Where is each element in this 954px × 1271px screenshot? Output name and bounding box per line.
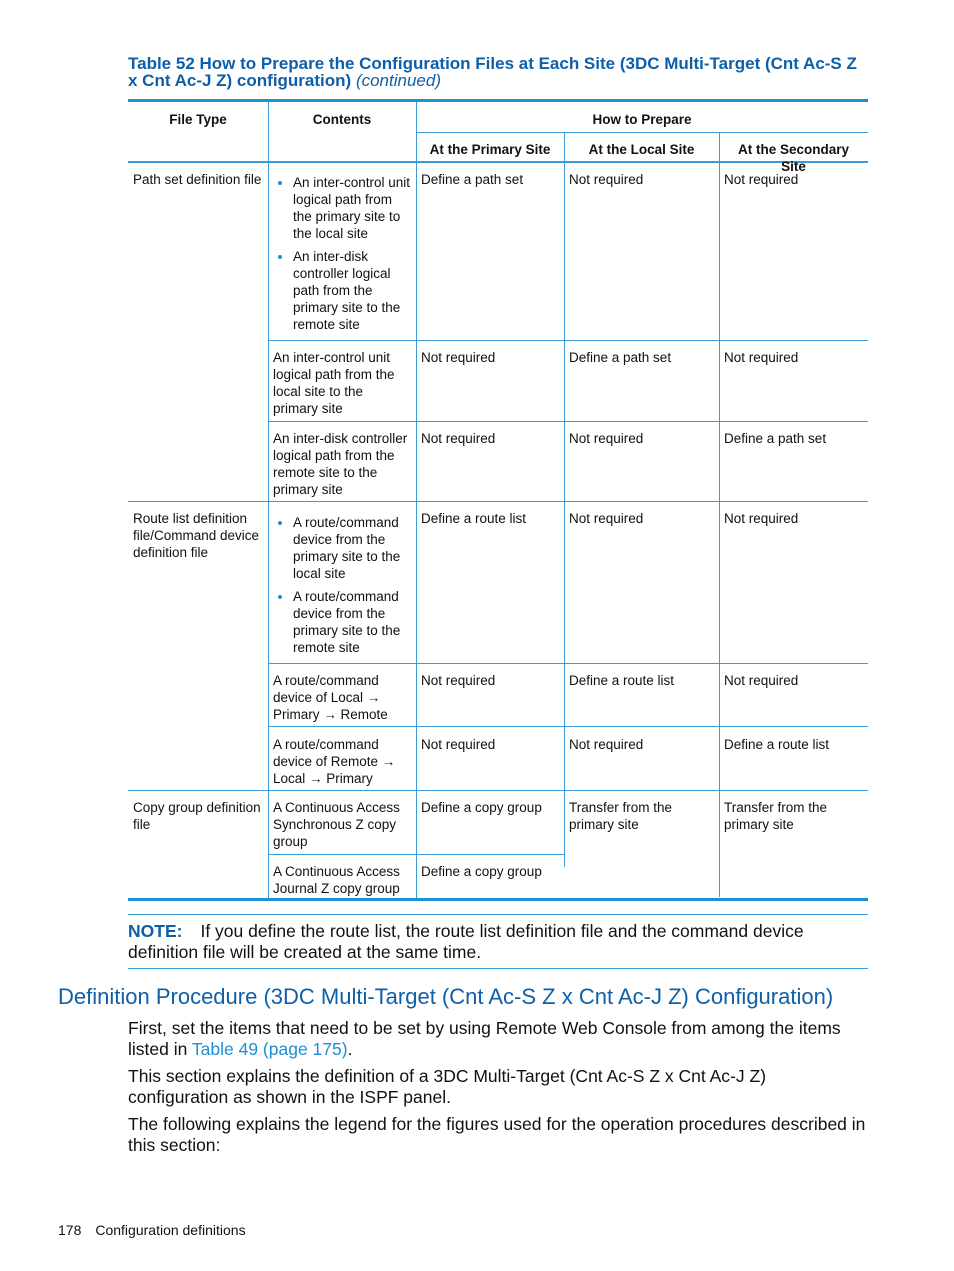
page-footer — [58, 1222, 260, 1238]
table-cell: Not required — [421, 737, 496, 752]
paragraph-1-end: . — [347, 1039, 353, 1059]
header-secondary-site: At the Secondary Site — [737, 142, 850, 174]
section-heading: Definition Procedure (3DC Multi-Target (Cnt Ac-S Z x Cnt Ac-J Z) Configuration) — [58, 984, 834, 1009]
table-continued: (continued) — [355, 71, 441, 90]
bullet-item: An inter-disk controller logical path from the primary site to the remote site — [293, 248, 411, 333]
bullet-item: A route/command device from the primary site to the local site — [293, 514, 411, 582]
header-how-to-prepare: How to Prepare — [592, 112, 692, 127]
table-cell: Define a path set — [724, 431, 827, 446]
table-cell: Not required — [724, 673, 799, 688]
table-cell: Transfer from the primary site — [724, 800, 828, 832]
note-box — [128, 914, 868, 969]
footer-section-name: Configuration definitions — [95, 1222, 246, 1238]
table-cell: Define a path set — [421, 172, 524, 187]
table-cell: A route/command device of Remote → Local → Primary — [273, 737, 396, 786]
table-caption — [128, 55, 868, 89]
table-cell: Define a path set — [569, 350, 672, 365]
table-cell: Not required — [421, 673, 496, 688]
header-contents: Contents — [312, 112, 372, 127]
header-primary-site: At the Primary Site — [429, 142, 551, 157]
bullet-item: An inter-control unit logical path from the primary site to the local site — [293, 175, 411, 241]
table-cell: Not required — [569, 511, 644, 526]
table-cell: Define a route list — [421, 511, 527, 526]
file-type-path-set: Path set definition file — [133, 172, 262, 187]
prepare-config-table — [128, 99, 868, 901]
table-title: Table 52 How to Prepare the Configuration Files at Each Site (3DC Multi-Target (Cnt Ac-S Z x Cnt Ac-J Z) configuration) — [128, 54, 857, 90]
file-type-route-list: Route list definition file/Command device definition file — [133, 511, 260, 560]
table-cell: Define a copy group — [421, 800, 542, 815]
table-cell: A Continuous Access Synchronous Z copy group — [273, 800, 400, 849]
table-cell: A Continuous Access Journal Z copy group — [273, 864, 400, 896]
table-cell: Define a copy group — [421, 864, 542, 879]
note-label: NOTE: — [128, 921, 183, 941]
table-cell: Not required — [724, 350, 799, 365]
table-cell: Not required — [569, 431, 644, 446]
table-cell: Not required — [421, 350, 496, 365]
table-cell: A route/command device of Local → Primary → Remote — [273, 673, 388, 722]
table-cell: Not required — [724, 172, 799, 187]
contents-bullets-route-list — [268, 510, 416, 666]
paragraph-1 — [128, 1018, 868, 1060]
paragraph-2: This section explains the definition of a 3DC Multi-Target (Cnt Ac-S Z x Cnt Ac-J Z) configuration as shown in the ISPF panel. — [128, 1066, 767, 1107]
paragraph-1-text: First, set the items that need to be set by using Remote Web Console from among the items listed in — [128, 1018, 841, 1059]
table-cell: Not required — [569, 737, 644, 752]
table-cell: Not required — [569, 172, 644, 187]
file-type-copy-group: Copy group definition file — [133, 800, 261, 832]
table-cell: Define a route list — [724, 737, 830, 752]
table-cell: Not required — [724, 511, 799, 526]
paragraph-3: The following explains the legend for the figures used for the operation procedures described in this section: — [128, 1114, 866, 1155]
table-cell: Transfer from the primary site — [569, 800, 673, 832]
table-cell: Define a route list — [569, 673, 675, 688]
table-49-link[interactable]: Table 49 (page 175) — [191, 1039, 348, 1059]
contents-bullets-path-set — [268, 170, 416, 343]
header-file-type: File Type — [169, 112, 227, 127]
header-local-site: At the Local Site — [588, 142, 695, 157]
table-cell: Not required — [421, 431, 496, 446]
table-cell: An inter-disk controller logical path from the remote site to the primary site — [273, 431, 408, 497]
table-cell: An inter-control unit logical path from the local site to the primary site — [273, 350, 395, 416]
note-text: If you define the route list, the route list definition file and the command device definition file will be created at the same time. — [128, 921, 804, 962]
page-number: 178 — [58, 1222, 82, 1238]
bullet-item: A route/command device from the primary site to the remote site — [293, 588, 411, 656]
